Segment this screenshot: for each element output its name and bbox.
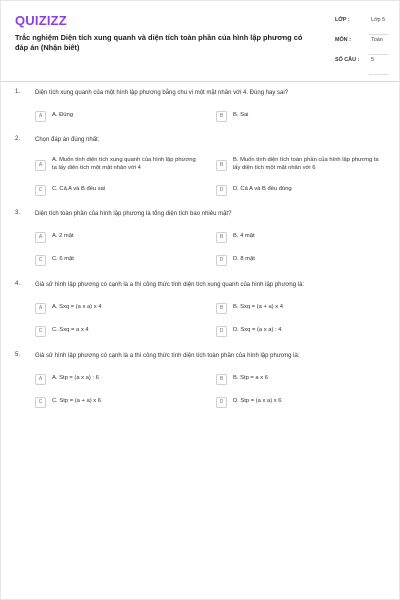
meta-value: Toán [371, 37, 383, 43]
option-letter-box[interactable]: D [216, 185, 227, 196]
option-letter-box[interactable]: A [35, 374, 46, 385]
question-number: 1. [15, 89, 21, 95]
question-text: Diện tích xung quanh của một hình lập phương bằng chu vi một mặt nhân với 4. Đúng hay sai? [35, 90, 289, 96]
worksheet-meta [335, 17, 389, 77]
option-letter-box[interactable]: C [35, 185, 46, 196]
worksheet-title: Trắc nghiệm Diện tích xung quanh và diện tích toàn phần của hình lập phương có đáp án (Nhận biết) [15, 33, 303, 52]
option-letter-box[interactable]: D [216, 326, 227, 337]
option-text: A. 2 mặt [52, 233, 74, 239]
option-text: B. 4 mặt [233, 233, 255, 239]
option-text: C. Sxq = a x 4 [52, 327, 89, 333]
option-text: A. Muốn tính diện tích xung quanh của hình lập phương ta lấy diện tích một mặt nhân với 4 [52, 157, 196, 171]
meta-label: SỐ CÂU : [335, 57, 360, 63]
meta-divider [369, 54, 389, 55]
meta-divider [369, 34, 389, 35]
option-text: D. Stp = (a x a) x 6 [233, 398, 282, 404]
question-text: Giả sử hình lập phương có cạnh là a thì công thức tính diện tích toàn phần của hình lập phương là: [35, 353, 300, 359]
option-letter-box[interactable]: A [35, 111, 46, 122]
question-text: Giả sử hình lập phương có cạnh là a thì công thức tính diện tích xung quanh của hình lập phương là: [35, 282, 305, 288]
option-letter-box[interactable]: C [35, 255, 46, 266]
meta-value: Lớp 5 [371, 17, 386, 23]
meta-divider [369, 74, 389, 75]
option-text: B. Sai [233, 112, 249, 118]
option-text: B. Muốn tính diện tích toàn phần của hình lập phương ta lấy diện tích một mặt nhân với 6 [233, 157, 379, 171]
meta-label: MÔN : [335, 37, 351, 43]
meta-row-subject [335, 37, 389, 57]
option-text: C. Cả A và B đều sai [52, 186, 106, 192]
question-number: 5. [15, 352, 21, 358]
option-letter-box[interactable]: B [216, 303, 227, 314]
option-text: D. Sxq = (a x a) : 4 [233, 327, 282, 333]
option-letter-box[interactable]: D [216, 255, 227, 266]
option-letter-box[interactable]: B [216, 232, 227, 243]
option-letter-box[interactable]: B [216, 160, 227, 171]
quizizz-logo: QUIZIZZ [15, 13, 67, 28]
option-text: C. 6 mặt [52, 256, 74, 262]
option-letter-box[interactable]: C [35, 326, 46, 337]
option-text: A. Đúng [52, 112, 73, 118]
question-3 [15, 210, 387, 270]
question-2 [15, 136, 387, 202]
option-letter-box[interactable]: C [35, 397, 46, 408]
option-letter-box[interactable]: D [216, 397, 227, 408]
question-1 [15, 89, 387, 129]
option-letter-box[interactable]: A [35, 303, 46, 314]
option-letter-box[interactable]: B [216, 111, 227, 122]
question-5 [15, 352, 387, 412]
option-text: A. Sxq = (a x a) x 4 [52, 304, 102, 310]
option-letter-box[interactable]: A [35, 232, 46, 243]
question-number: 3. [15, 210, 21, 216]
question-number: 2. [15, 136, 21, 142]
meta-value: 5 [371, 57, 374, 63]
option-text: C. Stp = (a + a) x 6 [52, 398, 101, 404]
question-4 [15, 281, 387, 341]
meta-row-count [335, 57, 389, 77]
question-number: 4. [15, 281, 21, 287]
option-text: B. Sxq = (a + a) x 4 [233, 304, 283, 310]
option-letter-box[interactable]: B [216, 374, 227, 385]
option-text: D. Cả A và B đều đúng [233, 186, 292, 192]
option-text: D. 8 mặt [233, 256, 255, 262]
option-letter-box[interactable]: A [35, 160, 46, 171]
question-text: Chọn đáp án đúng nhất: [35, 137, 100, 143]
question-text: Diện tích toàn phần của hình lập phương là tổng diện tích bao nhiêu mặt? [35, 211, 232, 217]
option-text: B. Stp = a x 6 [233, 375, 268, 381]
option-text: A. Stp = (a x a) : 6 [52, 375, 99, 381]
meta-label: LỚP : [335, 17, 350, 23]
meta-row-class [335, 17, 389, 37]
worksheet-header [1, 1, 399, 82]
